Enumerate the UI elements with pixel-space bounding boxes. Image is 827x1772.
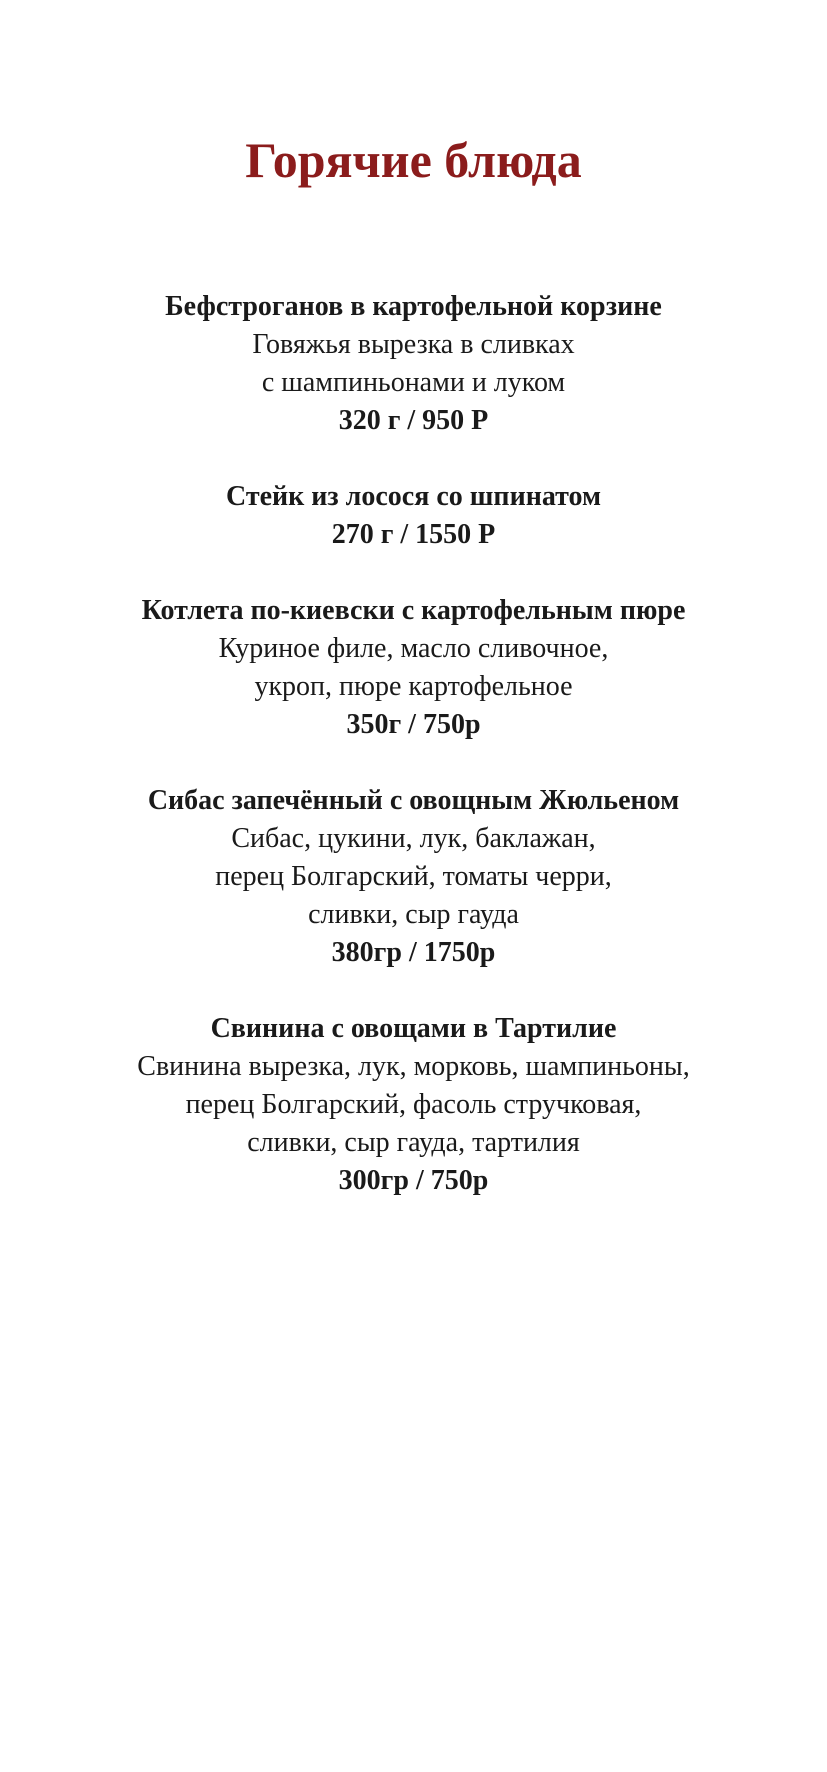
dish-description-line: перец Болгарский, томаты черри, — [215, 861, 612, 892]
dish-description-line: перец Болгарский, фасоль стручковая, — [185, 1089, 642, 1120]
dish-item — [0, 288, 827, 440]
dish-description-line: Свинина вырезка, лук, морковь, шампиньоны, — [137, 1051, 690, 1082]
dish-description-line: сливки, сыр гауда — [308, 899, 519, 930]
dish-price: 320 г / 950 Р — [338, 405, 489, 436]
dish-description-line: укроп, пюре картофельное — [254, 671, 573, 702]
dish-item — [0, 478, 827, 554]
dish-name: Сибас запечённый с овощным Жюльеном — [147, 785, 680, 816]
dish-name: Котлета по-киевски с картофельным пюре — [141, 595, 686, 626]
dish-price: 300гр / 750р — [338, 1165, 489, 1196]
dish-price: 270 г / 1550 Р — [331, 519, 496, 550]
page-title: Горячие блюда — [245, 132, 582, 188]
dish-description-line: Говяжья вырезка в сливках — [252, 329, 575, 360]
dish-description-line: сливки, сыр гауда, тартилия — [247, 1127, 580, 1158]
dish-item — [0, 592, 827, 744]
dish-name: Стейк из лосося со шпинатом — [225, 481, 602, 512]
dish-description-line: Сибас, цукини, лук, баклажан, — [231, 823, 596, 854]
dish-price: 350г / 750р — [346, 709, 481, 740]
dish-description-line: Куриное филе, масло сливочное, — [218, 633, 609, 664]
dish-list — [0, 288, 827, 1238]
dish-description-line: с шампиньонами и луком — [261, 367, 566, 398]
dish-name: Свинина с овощами в Тартилие — [210, 1013, 617, 1044]
dish-item — [0, 782, 827, 972]
dish-price: 380гр / 1750р — [331, 937, 496, 968]
dish-item — [0, 1010, 827, 1200]
dish-name: Бефстроганов в картофельной корзине — [165, 291, 662, 322]
